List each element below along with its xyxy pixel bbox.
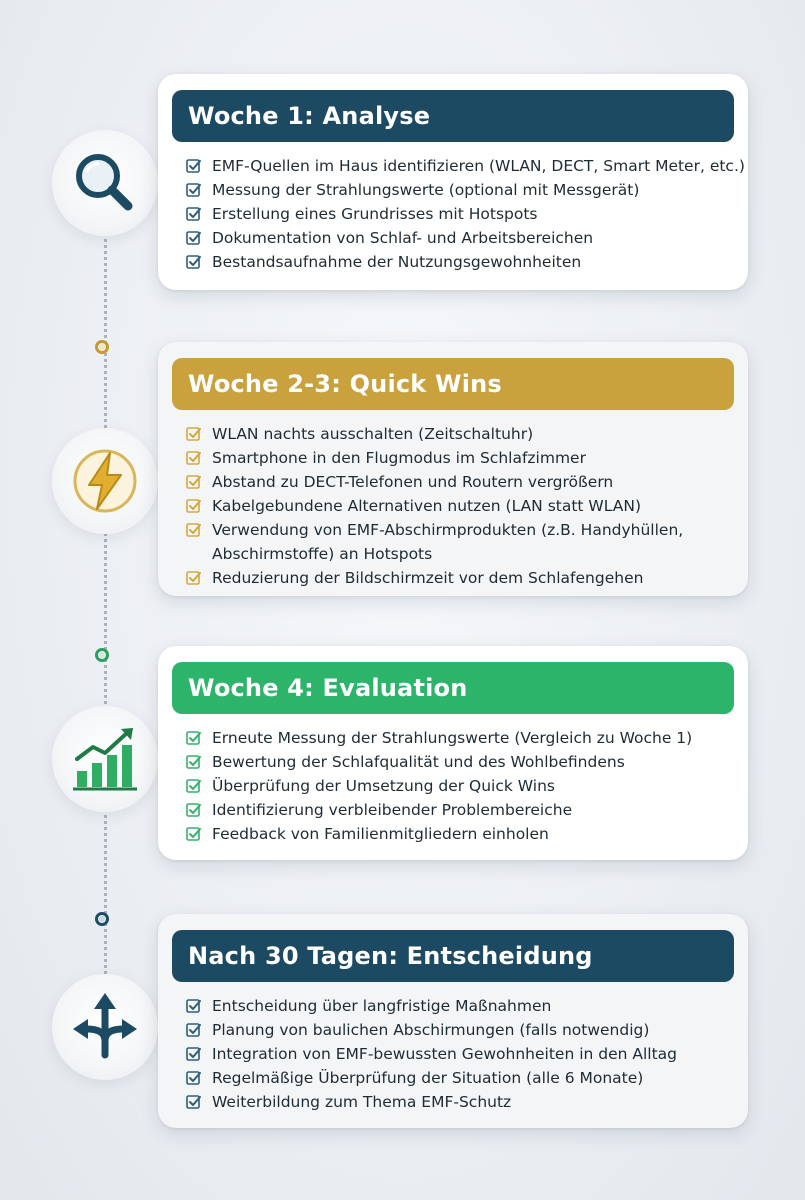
checklist-item-text: Kabelgebundene Alternativen nutzen (LAN statt WLAN) bbox=[212, 497, 641, 515]
checklist-item-text: Integration von EMF-bewussten Gewohnheiten in den Alltag bbox=[212, 1045, 678, 1063]
checkbox-checked-icon bbox=[186, 1046, 202, 1062]
checklist-item bbox=[186, 822, 734, 846]
lightning-icon bbox=[67, 443, 143, 519]
checkbox-checked-icon bbox=[186, 474, 202, 490]
checkbox-checked-icon bbox=[186, 182, 202, 198]
checkbox-checked-icon bbox=[186, 778, 202, 794]
checklist-item-text: Messung der Strahlungswerte (optional mit Messgerät) bbox=[212, 181, 640, 199]
phase-card-week-4 bbox=[158, 646, 748, 860]
checklist-item bbox=[186, 178, 734, 202]
checklist-item bbox=[186, 1090, 734, 1114]
checklist-item bbox=[186, 1018, 734, 1042]
checkbox-checked-icon bbox=[186, 230, 202, 246]
checklist-item-text: Erstellung eines Grundrisses mit Hotspots bbox=[212, 205, 538, 223]
checklist-item-text: Abstand zu DECT-Telefonen und Routern vergrößern bbox=[212, 473, 614, 491]
phase-card-after-30-days bbox=[158, 914, 748, 1128]
checklist-item bbox=[186, 422, 734, 446]
checkbox-checked-icon bbox=[186, 206, 202, 222]
checkbox-checked-icon bbox=[186, 498, 202, 514]
checklist-item bbox=[186, 726, 734, 750]
checklist-item bbox=[186, 1066, 734, 1090]
checklist-item bbox=[186, 494, 734, 518]
checkbox-checked-icon bbox=[186, 254, 202, 270]
checkbox-checked-icon bbox=[186, 1070, 202, 1086]
checklist-item-text: Erneute Messung der Strahlungswerte (Vergleich zu Woche 1) bbox=[212, 729, 693, 747]
checklist-item bbox=[186, 994, 734, 1018]
phase-1-title: Woche 1: Analyse bbox=[172, 90, 734, 142]
checkbox-checked-icon bbox=[186, 730, 202, 746]
checklist-item-text: Identifizierung verbleibender Problembereiche bbox=[212, 801, 573, 819]
checkbox-checked-icon bbox=[186, 570, 202, 586]
phase-1-checklist bbox=[172, 154, 745, 274]
checkbox-checked-icon bbox=[186, 1022, 202, 1038]
phase-3-checklist bbox=[172, 726, 734, 846]
timeline-node-evaluation bbox=[95, 648, 109, 662]
phase-4-icon-badge bbox=[52, 974, 158, 1080]
checklist-item bbox=[186, 566, 734, 590]
phase-4-title: Nach 30 Tagen: Entscheidung bbox=[172, 930, 734, 982]
checklist-item bbox=[186, 518, 734, 566]
phase-3-title: Woche 4: Evaluation bbox=[172, 662, 734, 714]
checkbox-checked-icon bbox=[186, 158, 202, 174]
checklist-item-text: Bewertung der Schlafqualität und des Wohlbefindens bbox=[212, 753, 625, 771]
checklist-item-text: Feedback von Familienmitgliedern einholen bbox=[212, 825, 549, 843]
checklist-item-text: Dokumentation von Schlaf- und Arbeitsbereichen bbox=[212, 229, 594, 247]
checkbox-checked-icon bbox=[186, 1094, 202, 1110]
timeline-node-quick-wins bbox=[95, 340, 109, 354]
checklist-item bbox=[186, 798, 734, 822]
checklist-item-text: EMF-Quellen im Haus identifizieren (WLAN, DECT, Smart Meter, etc.) bbox=[212, 157, 745, 175]
checkbox-checked-icon bbox=[186, 450, 202, 466]
checkbox-checked-icon bbox=[186, 754, 202, 770]
magnifier-icon bbox=[67, 145, 143, 221]
timeline-node-decision bbox=[95, 912, 109, 926]
direction-arrows-icon bbox=[67, 989, 143, 1065]
checklist-item-text: Entscheidung über langfristige Maßnahmen bbox=[212, 997, 552, 1015]
checklist-item bbox=[186, 154, 745, 178]
checklist-item-text: Verwendung von EMF-Abschirmprodukten (z.B. Handyhüllen, Abschirmstoffe) an Hotspots bbox=[212, 521, 684, 563]
phase-2-icon-badge bbox=[52, 428, 158, 534]
checklist-item bbox=[186, 750, 734, 774]
phase-1-icon-badge bbox=[52, 130, 158, 236]
checklist-item bbox=[186, 226, 734, 250]
checkbox-checked-icon bbox=[186, 522, 202, 538]
checklist-item-text: Reduzierung der Bildschirmzeit vor dem Schlafengehen bbox=[212, 569, 644, 587]
checklist-item bbox=[186, 202, 734, 226]
checklist-item-text: Smartphone in den Flugmodus im Schlafzimmer bbox=[212, 449, 586, 467]
checklist-item-text: Planung von baulichen Abschirmungen (falls notwendig) bbox=[212, 1021, 650, 1039]
checklist-item-text: Bestandsaufnahme der Nutzungsgewohnheiten bbox=[212, 253, 582, 271]
checkbox-checked-icon bbox=[186, 826, 202, 842]
checklist-item-text: Überprüfung der Umsetzung der Quick Wins bbox=[212, 777, 555, 795]
checklist-item-text: WLAN nachts ausschalten (Zeitschaltuhr) bbox=[212, 425, 534, 443]
checklist-item bbox=[186, 250, 734, 274]
checklist-item bbox=[186, 446, 734, 470]
phase-card-week-2-3 bbox=[158, 342, 748, 596]
checkbox-checked-icon bbox=[186, 802, 202, 818]
phase-2-checklist bbox=[172, 422, 734, 590]
phase-3-icon-badge bbox=[52, 706, 158, 812]
phase-4-checklist bbox=[172, 994, 734, 1114]
checklist-item-text: Regelmäßige Überprüfung der Situation (alle 6 Monate) bbox=[212, 1069, 644, 1087]
phase-2-title: Woche 2-3: Quick Wins bbox=[172, 358, 734, 410]
checklist-item-text: Weiterbildung zum Thema EMF-Schutz bbox=[212, 1093, 512, 1111]
checkbox-checked-icon bbox=[186, 426, 202, 442]
checklist-item bbox=[186, 774, 734, 798]
checklist-item bbox=[186, 470, 734, 494]
checklist-item bbox=[186, 1042, 734, 1066]
growth-chart-icon bbox=[67, 721, 143, 797]
checkbox-checked-icon bbox=[186, 998, 202, 1014]
phase-card-week-1 bbox=[158, 74, 748, 290]
